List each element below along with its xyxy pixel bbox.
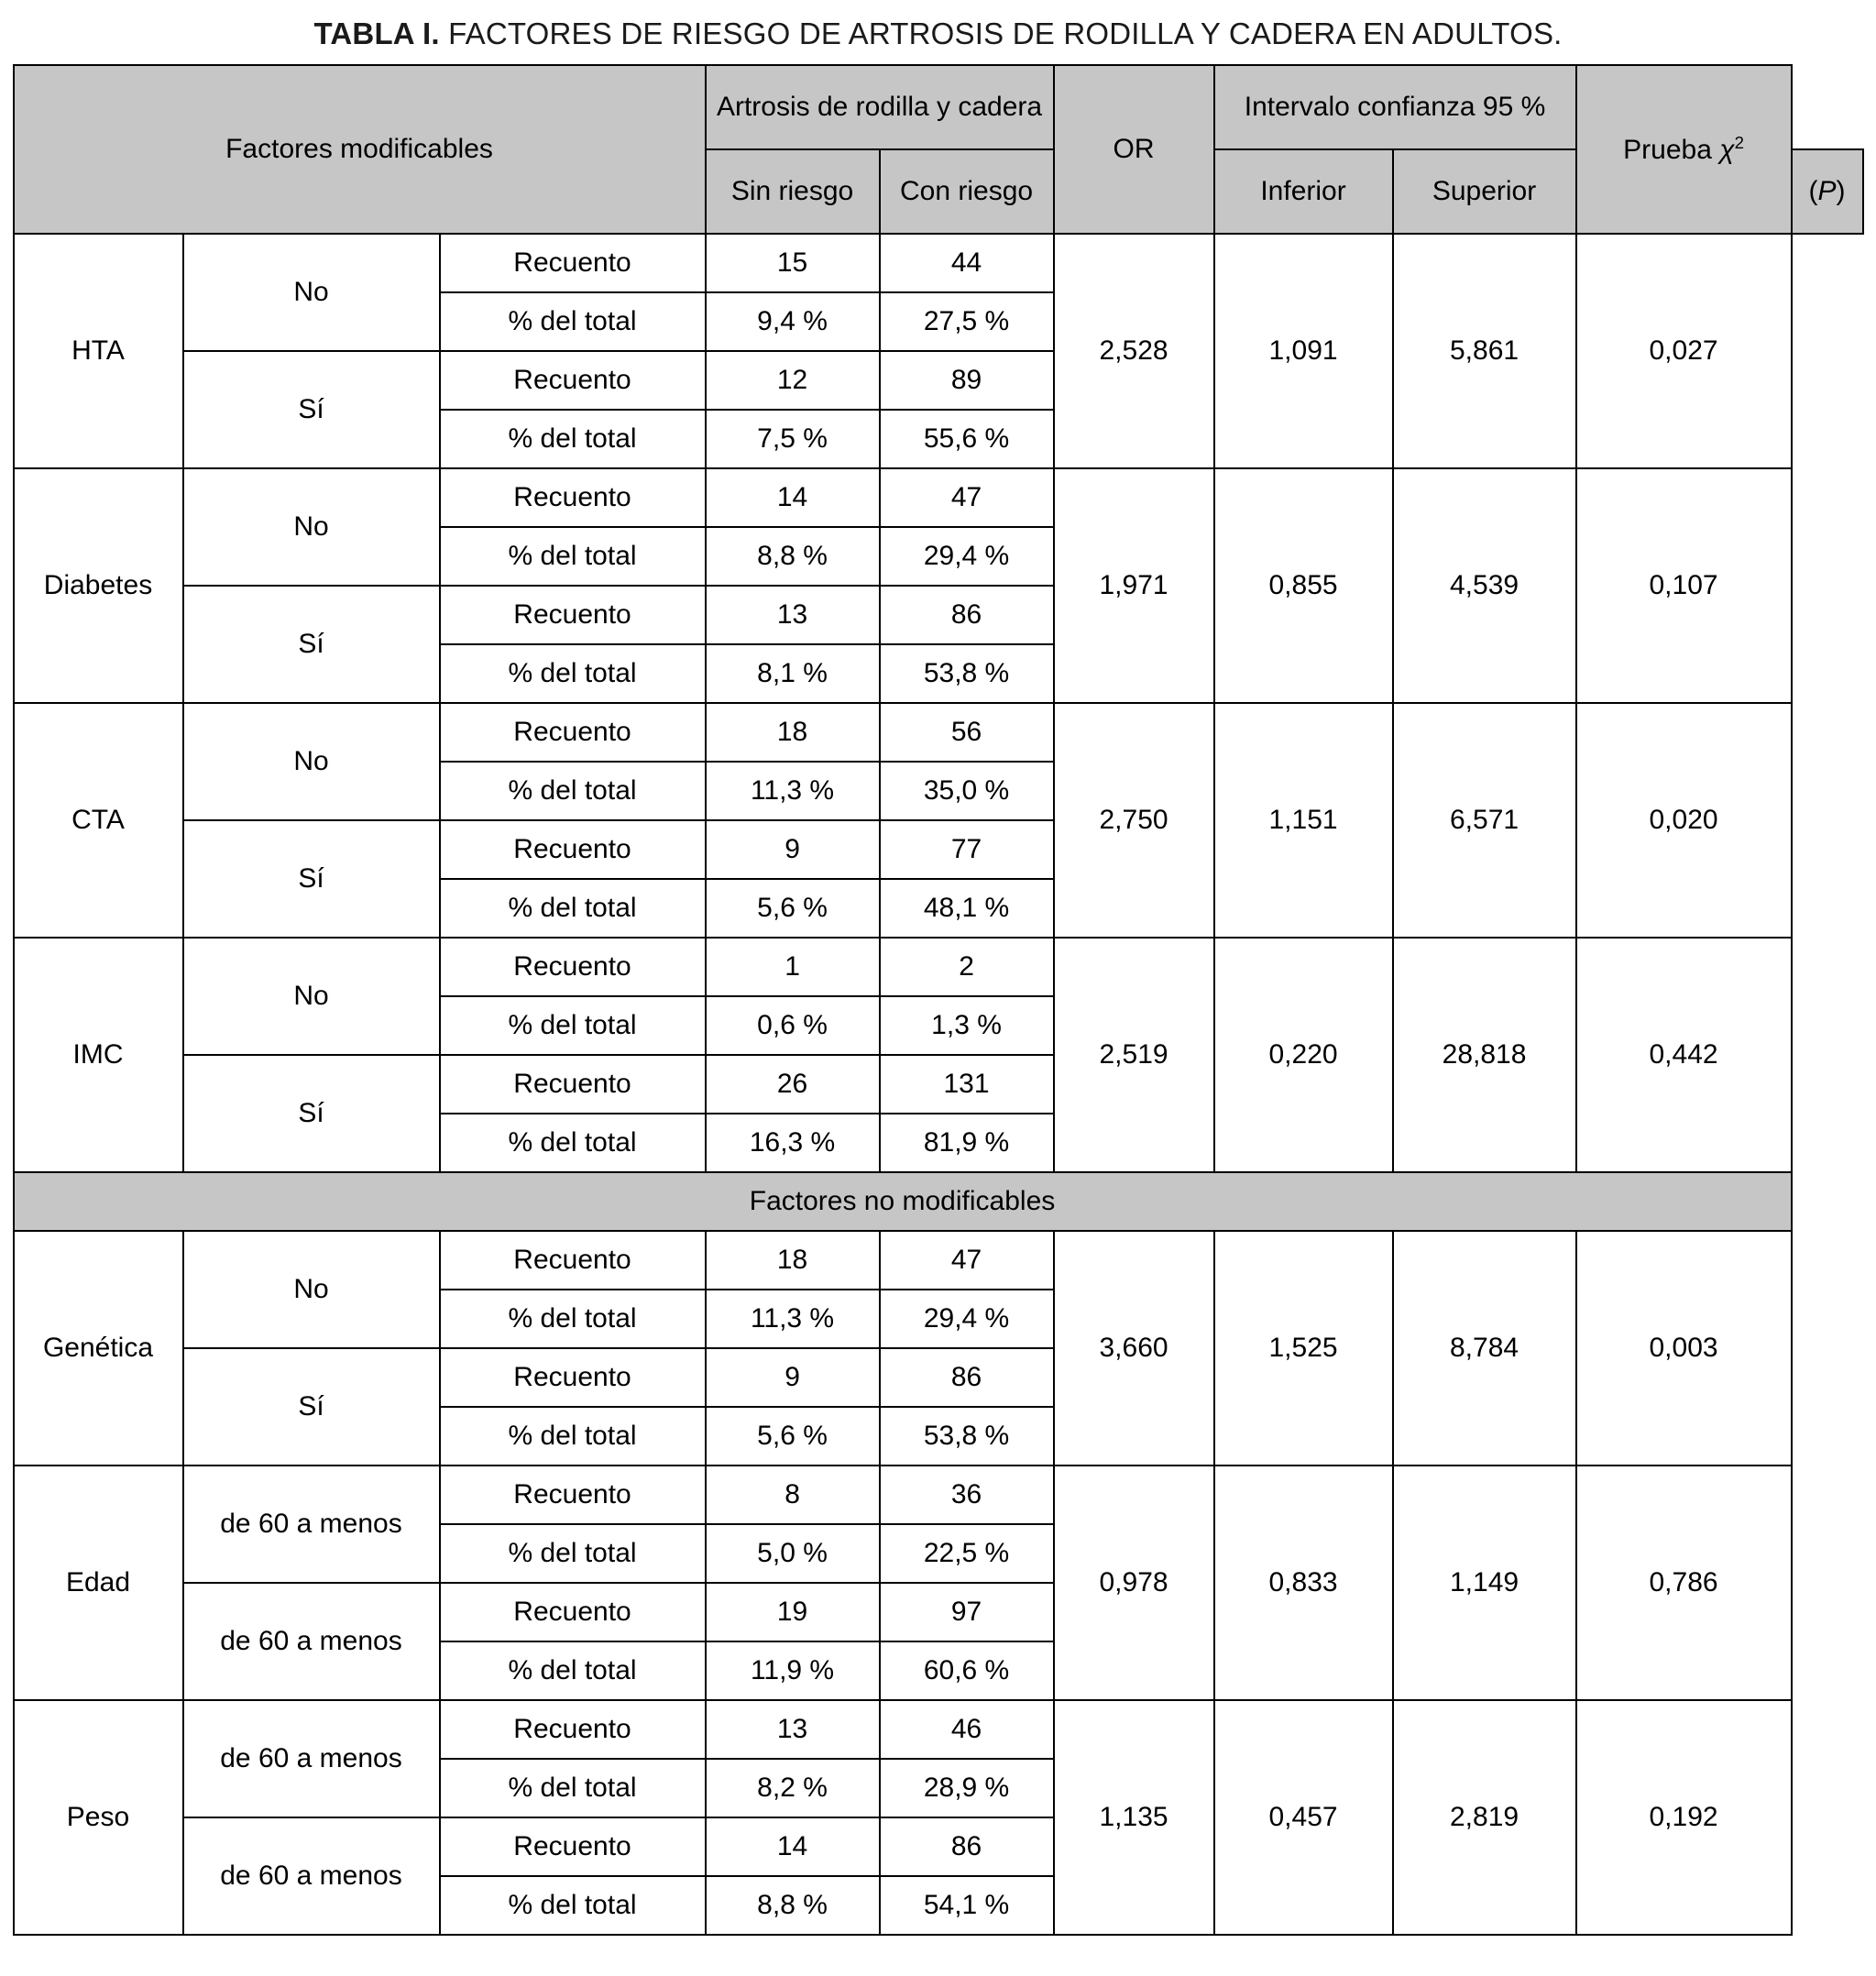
value-con-riesgo: 89 (880, 351, 1054, 410)
level-label: No (183, 468, 440, 586)
metric-label: Recuento (440, 1466, 706, 1524)
value-sin-riesgo: 1 (706, 938, 880, 996)
metric-label: % del total (440, 1290, 706, 1348)
level-label: de 60 a menos (183, 1817, 440, 1935)
value-con-riesgo: 86 (880, 586, 1054, 644)
value-sin-riesgo: 18 (706, 703, 880, 762)
value-sin-riesgo: 16,3 % (706, 1114, 880, 1172)
header-intervalo-confianza: Intervalo confianza 95 % (1214, 65, 1576, 149)
level-label: de 60 a menos (183, 1466, 440, 1583)
table-row (14, 234, 1863, 292)
group-banner-row (14, 1172, 1863, 1231)
value-ci-upper: 4,539 (1393, 468, 1576, 703)
value-sin-riesgo: 8,8 % (706, 527, 880, 586)
metric-label: Recuento (440, 1231, 706, 1290)
level-label: No (183, 938, 440, 1055)
value-sin-riesgo: 13 (706, 586, 880, 644)
value-con-riesgo: 77 (880, 820, 1054, 879)
value-con-riesgo: 27,5 % (880, 292, 1054, 351)
level-label: Sí (183, 586, 440, 703)
value-con-riesgo: 36 (880, 1466, 1054, 1524)
header-prueba-chi: Prueba $\chi^2$ (1576, 65, 1792, 234)
value-p: 0,027 (1576, 234, 1792, 468)
value-sin-riesgo: 8,2 % (706, 1759, 880, 1817)
value-sin-riesgo: 12 (706, 351, 880, 410)
value-ci-upper: 2,819 (1393, 1700, 1576, 1935)
value-con-riesgo: 22,5 % (880, 1524, 1054, 1583)
value-sin-riesgo: 5,6 % (706, 879, 880, 938)
header-ci-superior: Superior (1393, 149, 1576, 234)
header-row-top (14, 65, 1863, 149)
value-con-riesgo: 29,4 % (880, 1290, 1054, 1348)
metric-label: Recuento (440, 1817, 706, 1876)
value-con-riesgo: 47 (880, 468, 1054, 527)
table-caption (9, 16, 1867, 51)
table-row (14, 1700, 1863, 1759)
metric-label: % del total (440, 1641, 706, 1700)
factor-label: IMC (14, 938, 183, 1172)
level-label: No (183, 234, 440, 351)
value-sin-riesgo: 11,3 % (706, 1290, 880, 1348)
value-con-riesgo: 28,9 % (880, 1759, 1054, 1817)
value-sin-riesgo: 8 (706, 1466, 880, 1524)
metric-label: Recuento (440, 1700, 706, 1759)
value-sin-riesgo: 7,5 % (706, 410, 880, 468)
header-p-value: (P) (1792, 149, 1863, 234)
group-banner-label: Factores no modificables (14, 1172, 1792, 1231)
value-con-riesgo: 46 (880, 1700, 1054, 1759)
header-artrosis: Artrosis de rodilla y cadera (706, 65, 1054, 149)
value-sin-riesgo: 15 (706, 234, 880, 292)
factor-label: Edad (14, 1466, 183, 1700)
metric-label: Recuento (440, 234, 706, 292)
header-sin-riesgo: Sin riesgo (706, 149, 880, 234)
metric-label: Recuento (440, 1055, 706, 1114)
level-label: Sí (183, 351, 440, 468)
value-sin-riesgo: 8,8 % (706, 1876, 880, 1935)
value-con-riesgo: 53,8 % (880, 644, 1054, 703)
factor-label: Diabetes (14, 468, 183, 703)
level-label: de 60 a menos (183, 1700, 440, 1817)
value-con-riesgo: 47 (880, 1231, 1054, 1290)
header-factores-modificables: Factores modificables (14, 65, 706, 234)
metric-label: % del total (440, 1759, 706, 1817)
factor-label: HTA (14, 234, 183, 468)
metric-label: Recuento (440, 820, 706, 879)
value-con-riesgo: 48,1 % (880, 879, 1054, 938)
metric-label: Recuento (440, 703, 706, 762)
value-or: 1,971 (1054, 468, 1214, 703)
value-sin-riesgo: 5,6 % (706, 1407, 880, 1466)
level-label: de 60 a menos (183, 1583, 440, 1700)
value-sin-riesgo: 9 (706, 820, 880, 879)
header-or: OR (1054, 65, 1214, 234)
value-ci-upper: 6,571 (1393, 703, 1576, 938)
value-con-riesgo: 35,0 % (880, 762, 1054, 820)
metric-label: % del total (440, 1524, 706, 1583)
value-con-riesgo: 53,8 % (880, 1407, 1054, 1466)
value-sin-riesgo: 19 (706, 1583, 880, 1641)
value-p: 0,107 (1576, 468, 1792, 703)
value-p: 0,020 (1576, 703, 1792, 938)
value-ci-lower: 0,833 (1214, 1466, 1393, 1700)
metric-label: Recuento (440, 586, 706, 644)
value-ci-lower: 1,151 (1214, 703, 1393, 938)
value-sin-riesgo: 5,0 % (706, 1524, 880, 1583)
value-sin-riesgo: 13 (706, 1700, 880, 1759)
value-or: 2,519 (1054, 938, 1214, 1172)
value-con-riesgo: 86 (880, 1348, 1054, 1407)
level-label: No (183, 1231, 440, 1348)
value-ci-upper: 5,861 (1393, 234, 1576, 468)
value-or: 2,750 (1054, 703, 1214, 938)
table-row (14, 703, 1863, 762)
value-sin-riesgo: 14 (706, 468, 880, 527)
value-con-riesgo: 54,1 % (880, 1876, 1054, 1935)
value-con-riesgo: 55,6 % (880, 410, 1054, 468)
value-sin-riesgo: 0,6 % (706, 996, 880, 1055)
level-label: No (183, 703, 440, 820)
header-con-riesgo: Con riesgo (880, 149, 1054, 234)
value-sin-riesgo: 9,4 % (706, 292, 880, 351)
value-con-riesgo: 1,3 % (880, 996, 1054, 1055)
metric-label: % del total (440, 1114, 706, 1172)
value-p: 0,003 (1576, 1231, 1792, 1466)
caption-label: TABLA I. (313, 16, 440, 50)
value-ci-lower: 0,220 (1214, 938, 1393, 1172)
risk-factors-table (13, 64, 1864, 1936)
factor-label: Genética (14, 1231, 183, 1466)
factor-label: Peso (14, 1700, 183, 1935)
metric-label: Recuento (440, 938, 706, 996)
value-con-riesgo: 97 (880, 1583, 1054, 1641)
metric-label: % del total (440, 410, 706, 468)
value-ci-lower: 1,525 (1214, 1231, 1393, 1466)
value-ci-upper: 8,784 (1393, 1231, 1576, 1466)
metric-label: % del total (440, 644, 706, 703)
metric-label: % del total (440, 762, 706, 820)
metric-label: Recuento (440, 1583, 706, 1641)
table-head (14, 65, 1863, 234)
metric-label: Recuento (440, 351, 706, 410)
value-p: 0,786 (1576, 1466, 1792, 1700)
value-or: 0,978 (1054, 1466, 1214, 1700)
value-sin-riesgo: 11,9 % (706, 1641, 880, 1700)
metric-label: % del total (440, 879, 706, 938)
value-p: 0,442 (1576, 938, 1792, 1172)
metric-label: % del total (440, 527, 706, 586)
value-sin-riesgo: 9 (706, 1348, 880, 1407)
metric-label: % del total (440, 1876, 706, 1935)
value-con-riesgo: 81,9 % (880, 1114, 1054, 1172)
value-con-riesgo: 131 (880, 1055, 1054, 1114)
header-ci-inferior: Inferior (1214, 149, 1393, 234)
value-sin-riesgo: 18 (706, 1231, 880, 1290)
value-ci-upper: 1,149 (1393, 1466, 1576, 1700)
value-sin-riesgo: 8,1 % (706, 644, 880, 703)
value-or: 1,135 (1054, 1700, 1214, 1935)
value-ci-lower: 0,855 (1214, 468, 1393, 703)
table-row (14, 468, 1863, 527)
metric-label: % del total (440, 996, 706, 1055)
level-label: Sí (183, 820, 440, 938)
metric-label: % del total (440, 1407, 706, 1466)
metric-label: % del total (440, 292, 706, 351)
value-or: 3,660 (1054, 1231, 1214, 1466)
table-row (14, 1466, 1863, 1524)
value-ci-upper: 28,818 (1393, 938, 1576, 1172)
table-row (14, 1231, 1863, 1290)
value-p: 0,192 (1576, 1700, 1792, 1935)
level-label: Sí (183, 1348, 440, 1466)
value-con-riesgo: 29,4 % (880, 527, 1054, 586)
value-ci-lower: 0,457 (1214, 1700, 1393, 1935)
value-ci-lower: 1,091 (1214, 234, 1393, 468)
metric-label: Recuento (440, 1348, 706, 1407)
value-con-riesgo: 60,6 % (880, 1641, 1054, 1700)
table-body (14, 234, 1863, 1935)
value-sin-riesgo: 11,3 % (706, 762, 880, 820)
value-sin-riesgo: 14 (706, 1817, 880, 1876)
table-row (14, 938, 1863, 996)
metric-label: Recuento (440, 468, 706, 527)
value-con-riesgo: 86 (880, 1817, 1054, 1876)
value-sin-riesgo: 26 (706, 1055, 880, 1114)
value-con-riesgo: 44 (880, 234, 1054, 292)
factor-label: CTA (14, 703, 183, 938)
level-label: Sí (183, 1055, 440, 1172)
value-con-riesgo: 2 (880, 938, 1054, 996)
value-con-riesgo: 56 (880, 703, 1054, 762)
value-or: 2,528 (1054, 234, 1214, 468)
caption-text: FACTORES DE RIESGO DE ARTROSIS DE RODILLA Y CADERA EN ADULTOS. (439, 16, 1563, 50)
